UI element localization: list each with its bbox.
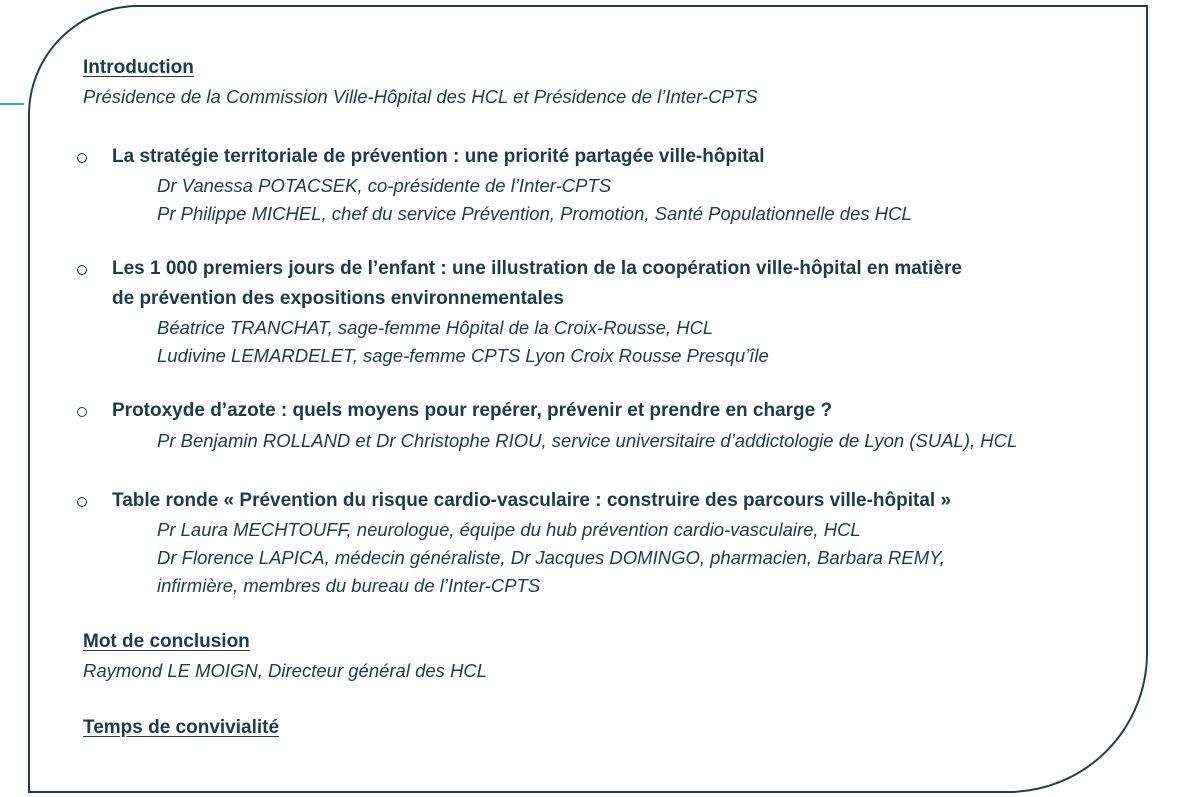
item-speaker: Dr Vanessa POTACSEK, co-présidente de l’Inter-CPTS <box>157 175 612 196</box>
closing-heading: Temps de convivialité <box>83 717 280 738</box>
bullet-icon <box>77 153 87 163</box>
item-speaker: Béatrice TRANCHAT, sage-femme Hôpital de la Croix-Rousse, HCL <box>157 317 714 338</box>
bullet-icon <box>77 497 87 507</box>
conclusion-subtitle: Raymond LE MOIGN, Directeur général des HCL <box>83 660 488 681</box>
introduction-heading: Introduction <box>83 57 194 78</box>
item-title: Protoxyde d’azote : quels moyens pour repérer, prévenir et prendre en charge ? <box>112 400 833 421</box>
bullet-icon <box>77 407 87 417</box>
item-title: Table ronde « Prévention du risque cardio-vasculaire : construire des parcours ville-hôpital » <box>112 490 952 511</box>
item-speaker: Dr Florence LAPICA, médecin généraliste, Dr Jacques DOMINGO, pharmacien, Barbara REMY, <box>157 547 945 568</box>
bullet-icon <box>77 265 87 275</box>
item-speaker: Ludivine LEMARDELET, sage-femme CPTS Lyon Croix Rousse Presqu’île <box>157 345 769 366</box>
item-title: La stratégie territoriale de prévention : une priorité partagée ville-hôpital <box>112 146 765 167</box>
item-title: de prévention des expositions environnementales <box>112 288 564 309</box>
accent-line <box>0 103 24 105</box>
item-title: Les 1 000 premiers jours de l’enfant : une illustration de la coopération ville-hôpital en matière <box>112 258 962 279</box>
introduction-subtitle: Présidence de la Commission Ville-Hôpital des HCL et Présidence de l’Inter-CPTS <box>83 86 758 107</box>
item-speaker: infirmière, membres du bureau de l’Inter-CPTS <box>157 575 541 596</box>
item-speaker: Pr Laura MECHTOUFF, neurologue, équipe du hub prévention cardio-vasculaire, HCL <box>157 519 861 540</box>
item-speaker: Pr Benjamin ROLLAND et Dr Christophe RIOU, service universitaire d’addictologie de Lyon (SUAL), HCL <box>157 430 1018 451</box>
item-speaker: Pr Philippe MICHEL, chef du service Prévention, Promotion, Santé Populationnelle des HCL <box>157 203 912 224</box>
conclusion-heading: Mot de conclusion <box>83 631 250 652</box>
